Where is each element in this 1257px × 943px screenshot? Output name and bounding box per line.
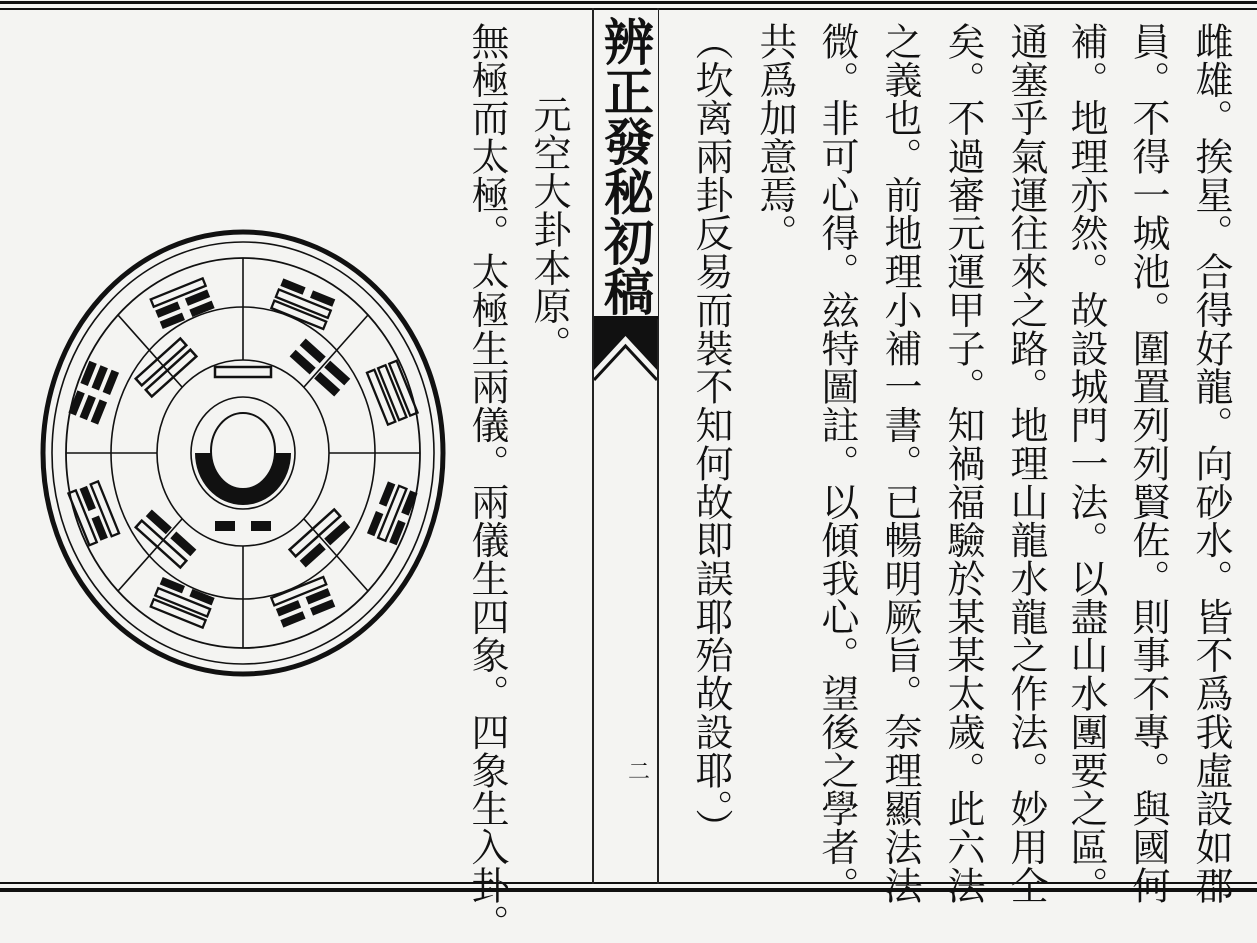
left-text-column: 無極而太極。太極生兩儀。兩儀生四象。四象生入卦。 [465, 22, 509, 943]
trigram-solid-line [271, 577, 326, 605]
text-column-2: 員。不得一城池。圍置列列賢佐。則事不專。與國何 [1126, 22, 1170, 905]
text-column-4: 通塞乎氣運往來之路。地理山龍水龍之作法。妙用全 [1004, 22, 1048, 905]
bagua-circle-diagram [38, 228, 448, 678]
text-column-3: 補。地理亦然。故設城門一法。以盡山水團要之區。 [1064, 22, 1108, 905]
text-column-5: 矣。不過審元運甲子。知禍福驗於某某太歲。此六法 [941, 22, 985, 905]
text-column-8: 共爲加意焉。 [753, 22, 797, 253]
annotation-column: （坎离兩卦反易而裝不知何故即誤耶殆故設耶。） [689, 22, 733, 847]
top-border-rule [0, 1, 1257, 4]
trigram-4 [151, 577, 215, 628]
taiji-center [195, 413, 291, 505]
book-title: 辨正發秘初稿 [596, 16, 655, 316]
page-number: 二 [628, 760, 651, 785]
trigram-solid-line [378, 486, 406, 541]
trigram-8 [271, 577, 335, 628]
trigram-3 [68, 481, 119, 545]
section-heading: 元空大卦本原。 [527, 95, 571, 364]
trigram-1 [151, 278, 215, 329]
fishtail-ornament [594, 318, 657, 382]
trigram-5 [271, 278, 335, 329]
text-column-1: 雌雄。挨星。合得好龍。向砂水。皆不爲我虛設如郡 [1189, 22, 1233, 905]
trigram-7 [367, 481, 418, 545]
text-column-7: 微。非可心得。玆特圖註。以傾我心。望後之學者。 [815, 22, 859, 905]
trigram-2 [68, 361, 119, 425]
trigram-6 [367, 361, 418, 425]
text-column-6: 之義也。前地理小補一書。已暢明厥旨。奈理顯法法 [878, 22, 922, 905]
trigram-solid-line [151, 278, 206, 306]
